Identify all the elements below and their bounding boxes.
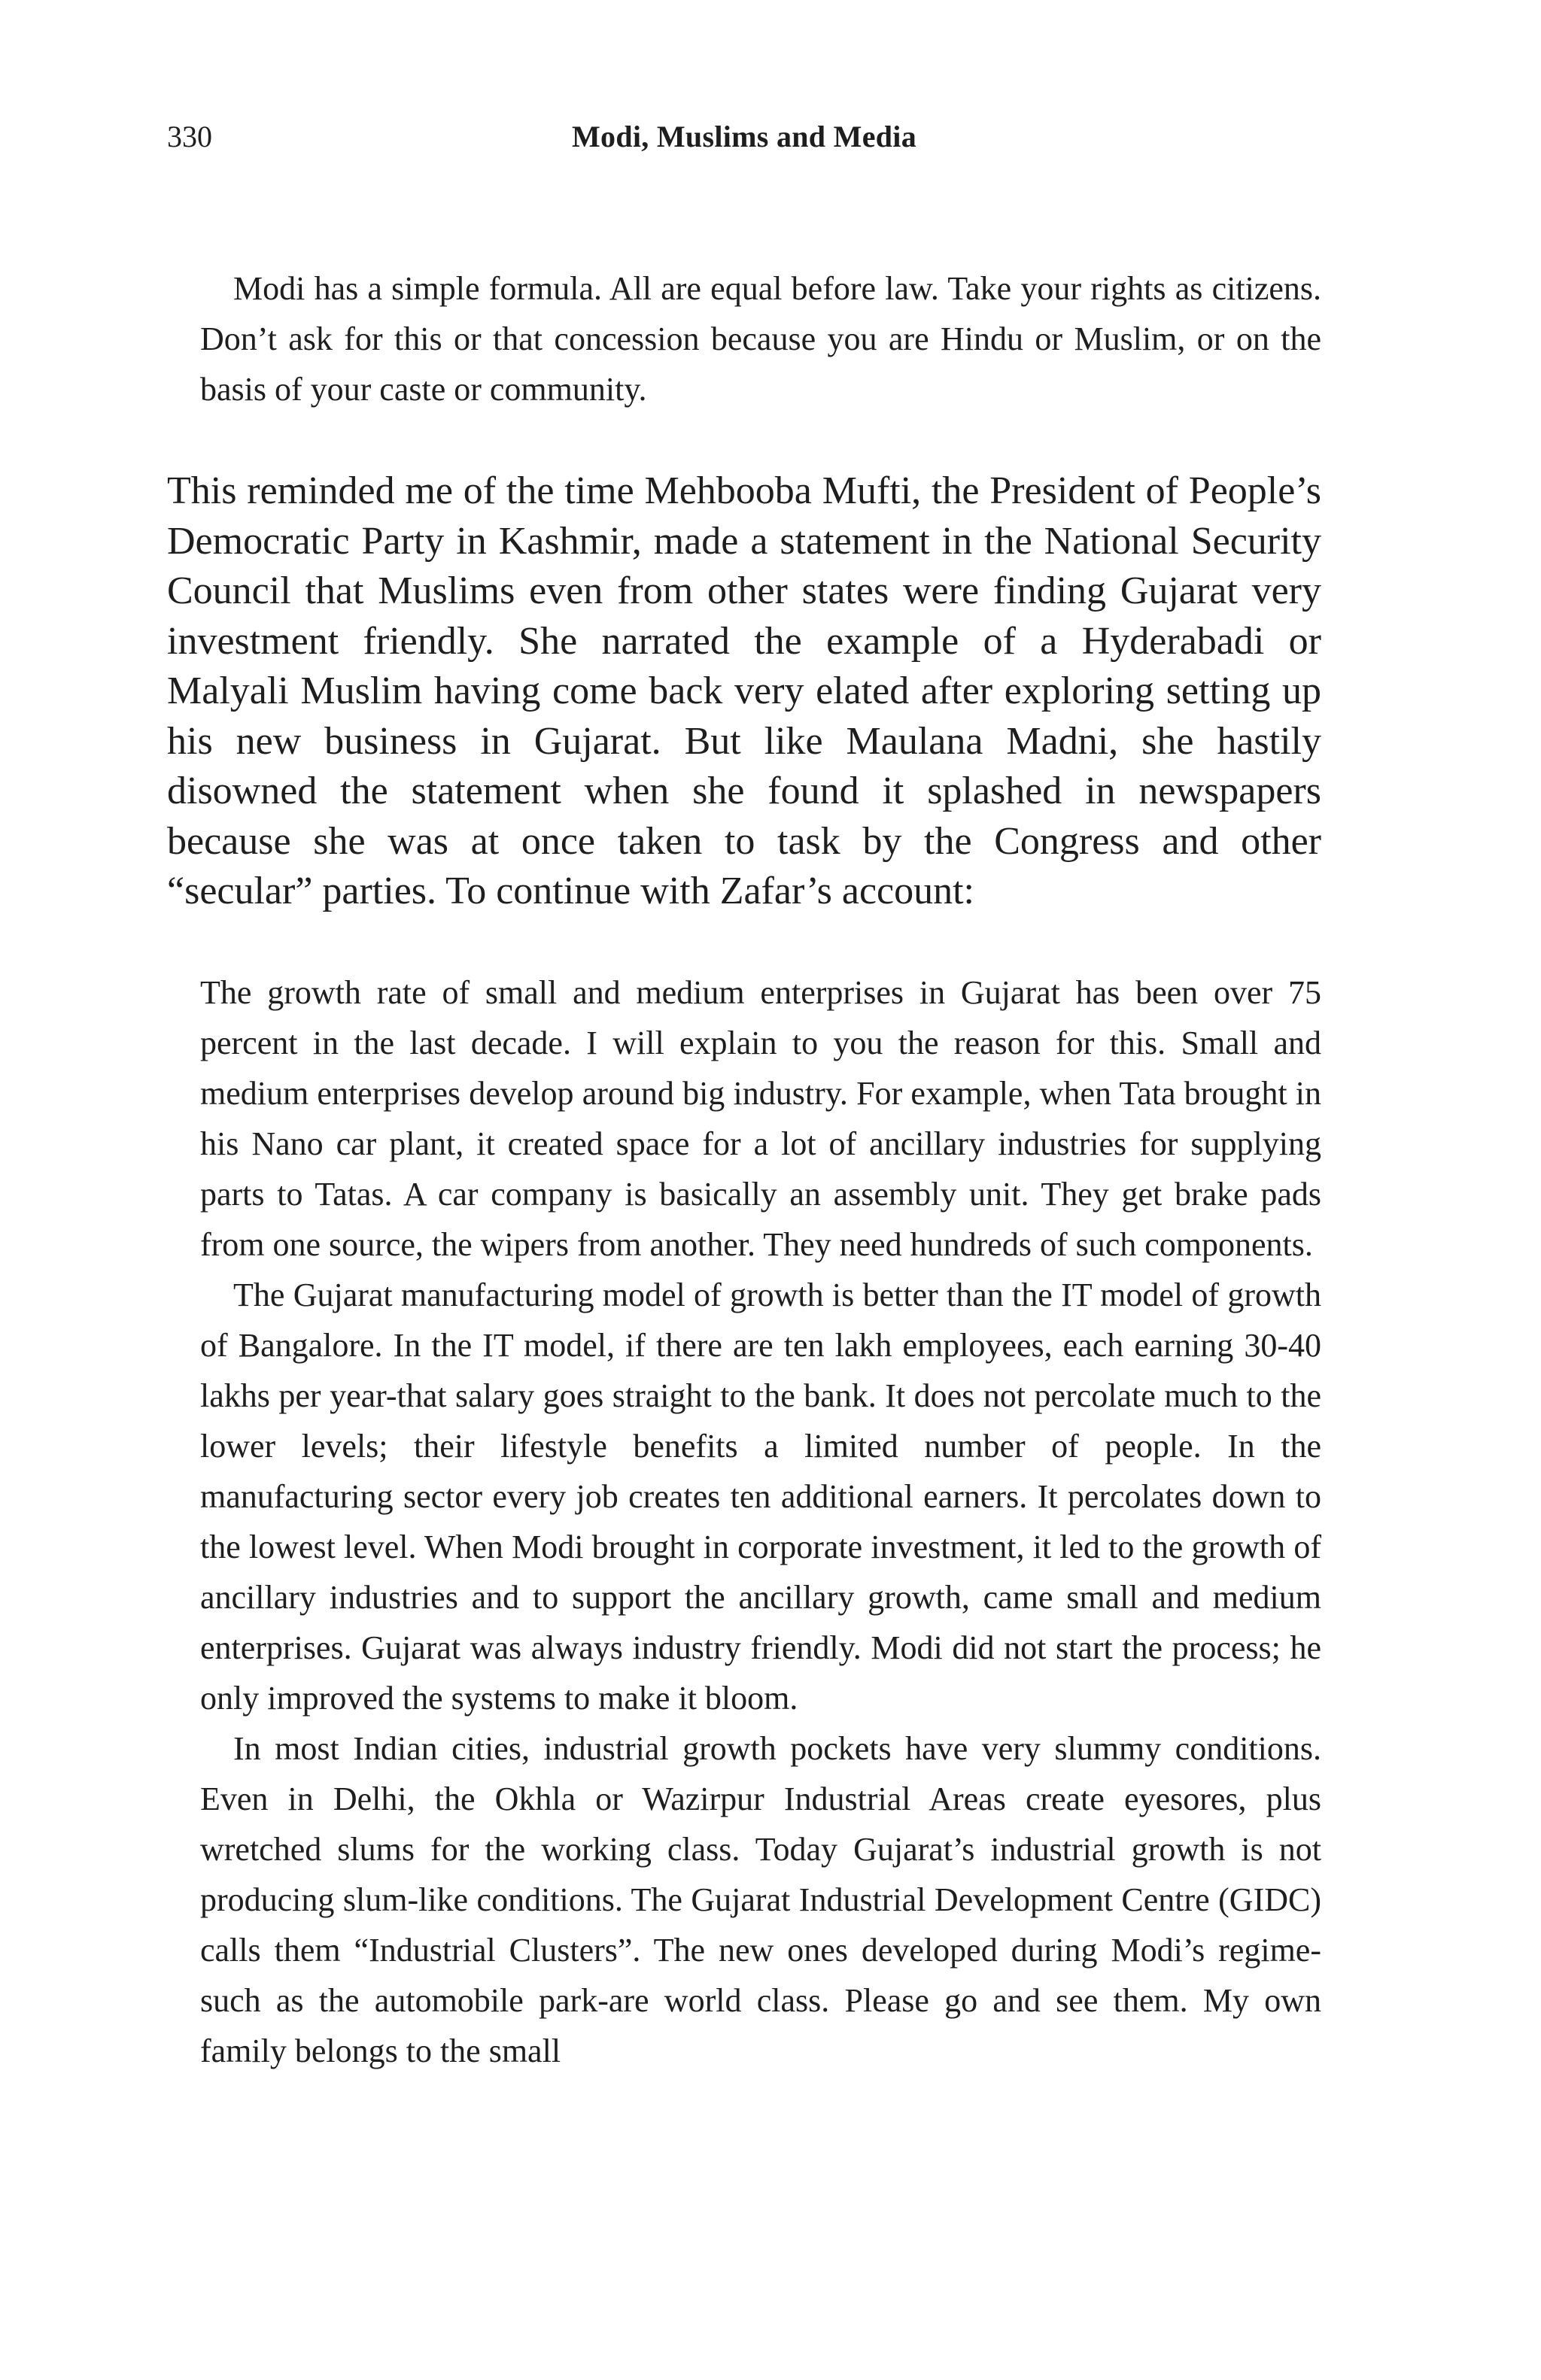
- quote-paragraph-1: The growth rate of small and medium enterprises in Gujarat has been over 75 percent in the last decade. I will explain to you the reason for this. Small and medium enterprises develop around big industry. For example, when Tata brought in his Nano car plant, it created space for a lot of ancillary industries for supplying parts to Tatas. A car company is basically an assembly unit. They get brake pads from one source, the wipers from another. They need hundreds of such components.: [200, 974, 1321, 1263]
- page-number: 330: [167, 120, 212, 153]
- body-paragraph: This reminded me of the time Mehbooba Mufti, the President of People’s Democratic Party in Kashmir, made a statement in the National Security Council that Muslims even from other states were finding Gujarat very investment friendly. She narrated the example of a Hyderabadi or Malyali Muslim having come back very elated after exploring setting up his new business in Gujarat. But like Maulana Madni, she hastily disowned the statement when she found it splashed in newspapers because she was at once taken to task by the Congress and other “secular” parties. To continue with Zafar’s account:: [167, 469, 1321, 912]
- quote-paragraph-3: In most Indian cities, industrial growth pockets have very slummy conditions. Even in Delhi, the Okhla or Wazirpur Industrial Areas create eyesores, plus wretched slums for the working class. Today Gujarat’s industrial growth is not producing slum-like conditions. The Gujarat Industrial Development Centre (GIDC) calls them “Industrial Clusters”. The new ones developed during Modi’s regime-such as the automobile park-are world class. Please go and see them. My own family belongs to the small: [200, 1730, 1321, 2069]
- running-head: [167, 114, 1321, 159]
- book-title: Modi, Muslims and Media: [571, 120, 917, 153]
- block-quote-account: [200, 967, 1321, 2076]
- quote-paragraph: Modi has a simple formula. All are equal before law. Take your rights as citizens. Don’t ask for this or that concession because you are Hindu or Muslim, or on the basis of your caste or community.: [200, 270, 1321, 408]
- quote-paragraph-2: The Gujarat manufacturing model of growth is better than the IT model of growth of Bangalore. In the IT model, if there are ten lakh employees, each earning 30-40 lakhs per year-that salary goes straight to the bank. It does not percolate much to the lower levels; their lifestyle benefits a limited number of people. In the manufacturing sector every job creates ten additional earners. It percolates down to the lowest level. When Modi brought in corporate investment, it led to the growth of ancillary industries and to support the ancillary growth, came small and medium enterprises. Gujarat was always industry friendly. Modi did not start the process; he only improved the systems to make it bloom.: [200, 1277, 1321, 1717]
- block-quote-formula: [200, 263, 1321, 414]
